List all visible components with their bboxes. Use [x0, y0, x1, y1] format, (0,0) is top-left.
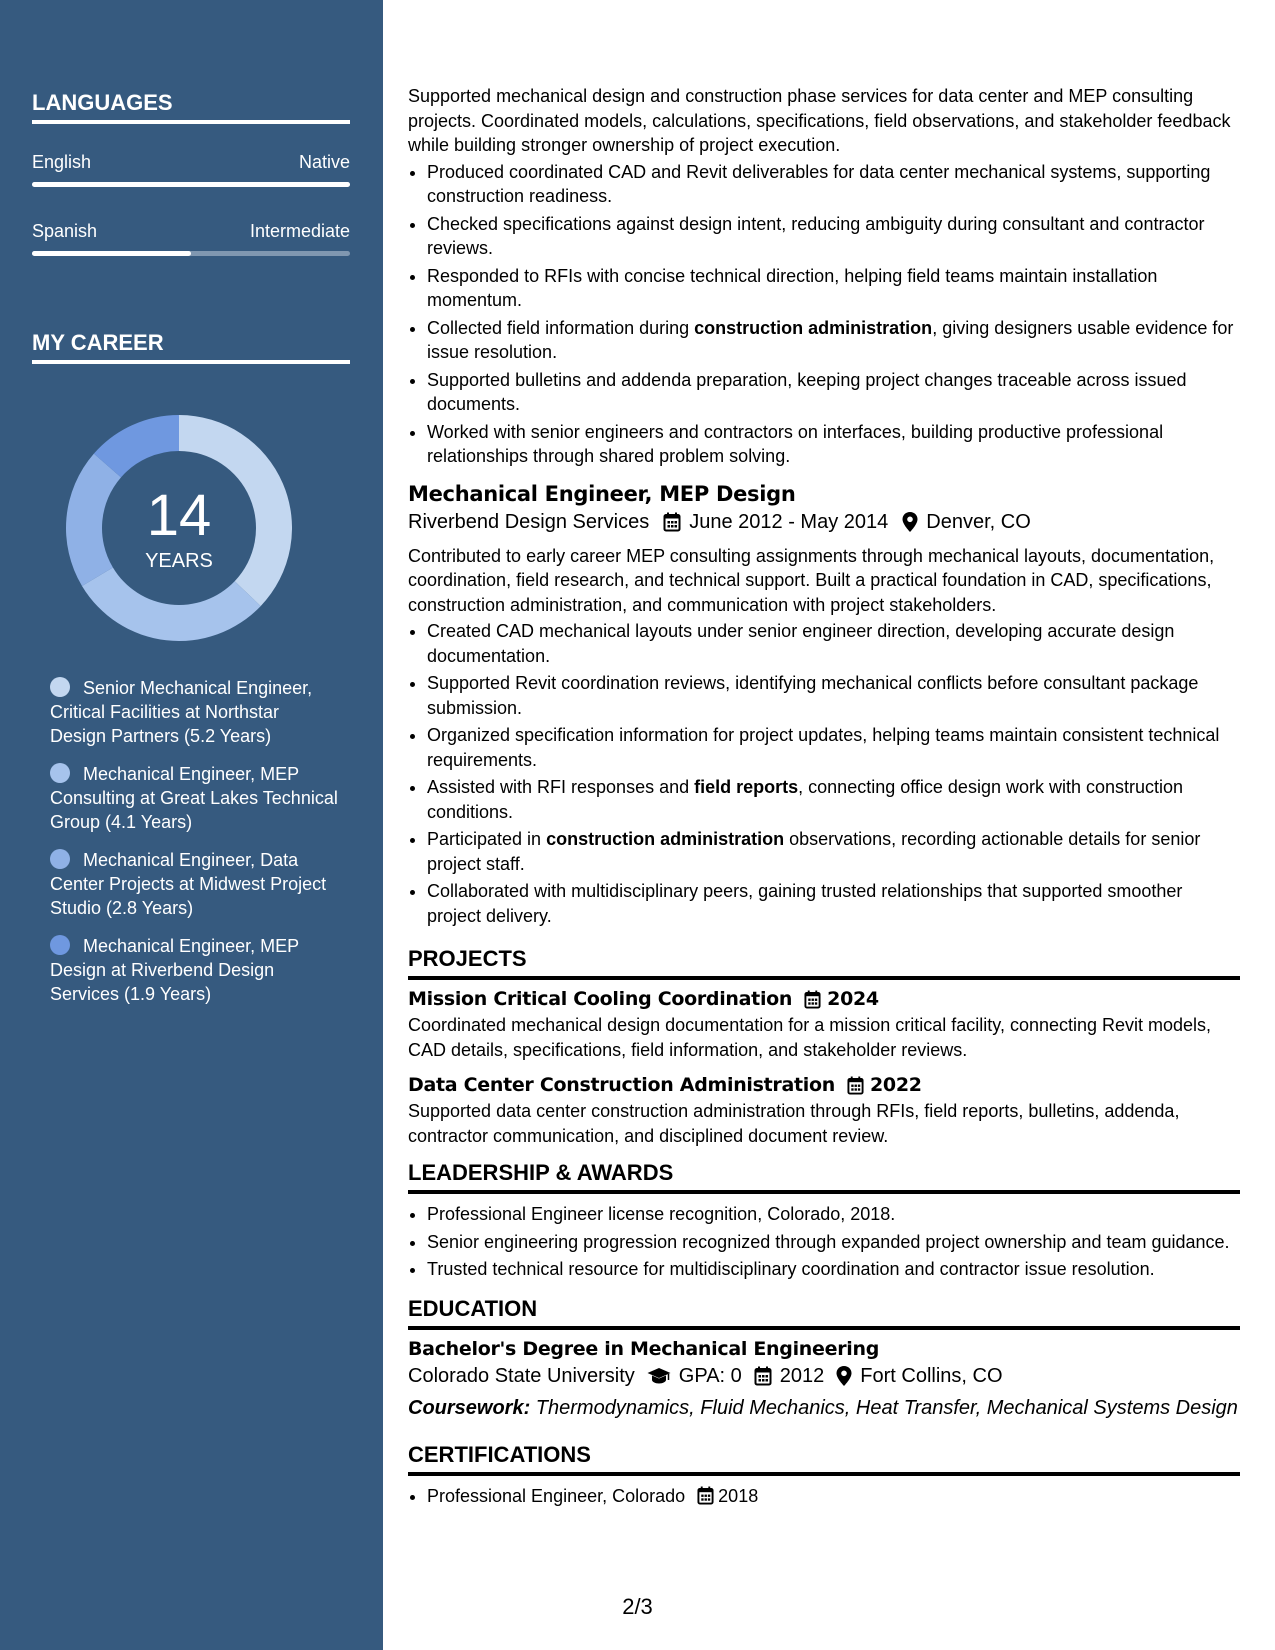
bullet-text: observations, recording actionable details for senior project staff.	[427, 829, 1201, 874]
prev-job-bullets	[408, 160, 1240, 469]
project-year: 2022	[870, 1074, 922, 1096]
gpa: GPA: 0	[678, 1364, 742, 1387]
calendar-icon	[804, 990, 821, 1009]
bullet-item	[427, 775, 1240, 824]
bullet-item: • Trusted technical resource for multidisciplinary coordination and contractor issue resolution.	[427, 1257, 1240, 1282]
job-summary: Contributed to early career MEP consulting assignments through mechanical layouts, documentation, coordination, field research, and technical support. Built a practical foundation in CAD, specifications, construction administration, and communication with project stakeholders.	[408, 545, 1215, 615]
bullet-text: , giving designers usable evidence for issue resolution.	[427, 317, 1234, 362]
bullet-text: Assisted with RFI responses and	[427, 777, 695, 797]
degree-title: Bachelor's Degree in Mechanical Engineering	[408, 1337, 880, 1360]
page-number	[0, 1594, 1275, 1620]
calendar-icon	[754, 1366, 772, 1386]
languages-heading: LANGUAGES	[32, 90, 350, 124]
job-company: Riverbend Design Services	[408, 510, 650, 533]
career-dot	[50, 677, 70, 697]
bullet-item	[427, 316, 1240, 365]
bullet-item	[427, 827, 1240, 876]
certification-row	[427, 1484, 1240, 1509]
map-pin-icon	[836, 1366, 852, 1386]
project-description: Coordinated mechanical design documentation for a mission critical facility, connecting Revit models, CAD details, specifications, field information, and stakeholder reviews.	[408, 1015, 1212, 1060]
language-bar-fill	[32, 251, 191, 256]
language-level: Intermediate	[249, 221, 350, 241]
bullet-text: Produced coordinated CAD and Revit deliverables for data center mechanical systems, supporting construction readiness.	[427, 161, 1211, 206]
bullet-item: • Senior engineering progression recognized through expanded project ownership and team guidance.	[427, 1230, 1240, 1255]
project-title: Data Center Construction Administration	[408, 1074, 835, 1096]
job-title: Mechanical Engineer, MEP Design	[408, 481, 796, 506]
map-pin-icon	[902, 512, 918, 532]
project-title: Mission Critical Cooling Coordination	[408, 988, 793, 1010]
career-item	[50, 762, 340, 834]
certification-item	[427, 1484, 1240, 1509]
bullet-text: Collected field information during	[427, 317, 695, 338]
language-name: Spanish	[32, 221, 98, 241]
project-description: Supported data center construction administration through RFIs, field reports, bulletins, addenda, contractor communication, and disciplined document review.	[408, 1101, 1180, 1146]
career-donut-chart	[66, 415, 292, 641]
leadership-list	[408, 1202, 1240, 1282]
sidebar	[0, 0, 383, 1650]
education-heading: EDUCATION	[408, 1296, 1240, 1330]
bullet-text: Participated in	[427, 829, 547, 849]
career-item-text: Senior Mechanical Engineer, Critical Facilities at Northstar Design Partners (5.2 Years)	[50, 678, 313, 746]
certifications-list	[408, 1484, 1240, 1509]
calendar-icon	[663, 512, 681, 532]
calendar-icon	[697, 1486, 714, 1505]
graduation-cap-icon	[647, 1367, 671, 1385]
job-location: Denver, CO	[926, 510, 1031, 533]
bullet-item	[427, 160, 1240, 209]
certification-name: • Professional Engineer, Colorado	[427, 1485, 686, 1506]
certification-year: 2018	[718, 1485, 759, 1506]
donut-segment	[82, 567, 261, 641]
language-bar	[32, 182, 350, 187]
career-heading: MY CAREER	[32, 330, 350, 364]
bullet-text: Organized specification information for project updates, helping teams maintain consistent technical requirements.	[427, 725, 1220, 770]
career-dot	[50, 849, 70, 869]
bullet-text: Supported Revit coordination reviews, identifying mechanical conflicts before consultant package submission.	[427, 673, 1199, 718]
coursework	[408, 1396, 1240, 1420]
education-meta	[408, 1365, 1240, 1388]
prev-job-summary: Supported mechanical design and construction phase services for data center and MEP consulting projects. Coordinated models, calculations, specifications, field observations, and stakeholder feedback while building stronger ownership of project execution.	[408, 86, 1231, 155]
career-item	[50, 934, 340, 1006]
career-total-years: 14	[146, 483, 212, 548]
bullet-text: Checked specifications against design intent, reducing ambiguity during consultant and contractor reviews.	[427, 213, 1205, 258]
coursework-text: Thermodynamics, Fluid Mechanics, Heat Transfer, Mechanical Systems Design	[530, 1396, 1238, 1419]
career-list	[50, 676, 340, 1020]
language-spanish	[32, 221, 350, 256]
certifications-heading: CERTIFICATIONS	[408, 1442, 1240, 1476]
bullet-item	[427, 879, 1240, 928]
bullet-item: • Professional Engineer license recognition, Colorado, 2018.	[427, 1202, 1240, 1227]
calendar-icon	[847, 1076, 864, 1095]
bullet-keyword: construction administration	[546, 829, 785, 849]
language-bar-fill	[32, 182, 350, 187]
bullet-text: Supported bulletins and addenda preparation, keeping project changes traceable across issued documents.	[427, 369, 1187, 414]
language-name: English	[32, 152, 92, 172]
project-title-row	[408, 988, 1240, 1010]
career-dot	[50, 763, 70, 783]
graduation-year: 2012	[779, 1364, 825, 1387]
school-name: Colorado State University	[408, 1364, 635, 1387]
career-total-unit: YEARS	[145, 550, 213, 572]
coursework-label: Coursework:	[408, 1396, 531, 1419]
bullet-item	[427, 420, 1240, 469]
job-bullets	[408, 619, 1240, 928]
job-dates: June 2012 - May 2014	[689, 510, 889, 533]
career-item-text: Mechanical Engineer, MEP Consulting at Great Lakes Technical Group (4.1 Years)	[50, 764, 338, 832]
project-year: 2024	[827, 988, 879, 1010]
bullet-item	[427, 619, 1240, 668]
bullet-text: , connecting office design work with construction conditions.	[427, 777, 1184, 822]
career-item-text: Mechanical Engineer, Data Center Projects at Midwest Project Studio (2.8 Years)	[50, 850, 327, 918]
language-bar	[32, 251, 350, 256]
bullet-keyword: field reports	[694, 777, 799, 797]
bullet-item	[427, 671, 1240, 720]
bullet-text: Worked with senior engineers and contractors on interfaces, building productive professional relationships through shared problem solving.	[427, 421, 1164, 466]
bullet-item	[427, 368, 1240, 417]
bullet-text: Created CAD mechanical layouts under senior engineer direction, developing accurate design documentation.	[427, 621, 1175, 666]
projects-heading: PROJECTS	[408, 946, 1240, 980]
language-level: Native	[298, 152, 350, 172]
bullet-text: Collaborated with multidisciplinary peers, gaining trusted relationships that supported smoother project delivery.	[427, 881, 1183, 926]
bullet-keyword: construction administration	[694, 317, 933, 338]
language-english	[32, 152, 350, 187]
bullet-item	[427, 264, 1240, 313]
page-number-text: 2/3	[622, 1594, 653, 1619]
job-meta	[408, 511, 1240, 534]
career-item-text: Mechanical Engineer, MEP Design at Riverbend Design Services (1.9 Years)	[50, 936, 299, 1004]
bullet-item	[427, 723, 1240, 772]
main-content	[408, 84, 1240, 1511]
career-item	[50, 676, 340, 748]
career-item	[50, 848, 340, 920]
bullet-item	[427, 212, 1240, 261]
project-title-row	[408, 1074, 1240, 1096]
career-dot	[50, 935, 70, 955]
leadership-heading: LEADERSHIP & AWARDS	[408, 1160, 1240, 1194]
school-location: Fort Collins, CO	[860, 1364, 1003, 1387]
bullet-text: Responded to RFIs with concise technical direction, helping field teams maintain installation momentum.	[427, 265, 1158, 310]
